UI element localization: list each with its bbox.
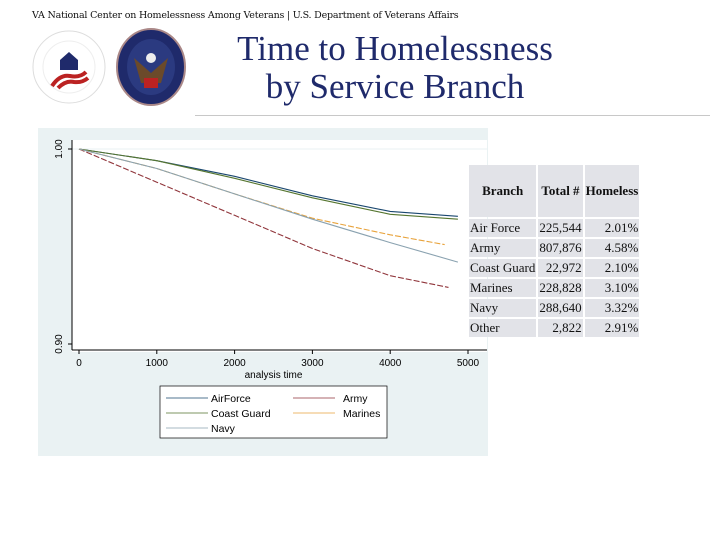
branch-cell: Navy	[469, 299, 536, 317]
homeless-cell: 3.32%	[585, 299, 640, 317]
total-cell: 2,822	[538, 319, 582, 337]
x-tick-label: 5000	[456, 358, 480, 369]
total-cell: 228,828	[539, 280, 582, 295]
total-cell: 22,972	[538, 259, 582, 277]
legend-label: Navy	[211, 423, 235, 435]
y-tick-label: 1.00	[54, 139, 65, 159]
branch-cell: Air Force	[469, 219, 536, 237]
legend-label: Marines	[343, 408, 381, 420]
branch-cell: Coast Guard	[470, 260, 536, 275]
branch-cell: Army	[469, 239, 536, 257]
homelessness-center-logo	[30, 28, 108, 106]
table-row	[469, 219, 639, 237]
title-line-2: by Service Branch	[265, 67, 525, 106]
table-row	[469, 279, 639, 297]
branch-table	[467, 163, 641, 339]
page-title	[195, 30, 595, 106]
y-tick-label: 0.90	[54, 334, 65, 354]
total-cell: 807,876	[539, 240, 582, 255]
total-cell: 288,640	[539, 300, 582, 315]
total-cell: 225,544	[539, 220, 582, 235]
homeless-cell: 2.10%	[585, 259, 640, 277]
x-tick-label: 0	[76, 358, 82, 369]
divider	[195, 115, 710, 116]
table-row	[469, 319, 639, 337]
x-tick-label: 4000	[379, 358, 402, 369]
legend-label: Army	[343, 393, 368, 405]
va-seal-logo	[116, 28, 186, 106]
table-row	[469, 239, 639, 257]
table-row	[469, 259, 639, 277]
homeless-cell: 4.58%	[585, 239, 640, 257]
plot-area	[72, 140, 487, 352]
title-line-1: Time to Homelessness	[237, 29, 553, 68]
homeless-cell: 2.91%	[585, 319, 640, 337]
col-homeless: Homeless	[585, 165, 640, 217]
legend-label: AirForce	[211, 393, 251, 405]
x-tick-label: 2000	[223, 358, 246, 369]
x-axis-label: analysis time	[244, 370, 303, 381]
branch-cell: Marines	[469, 279, 536, 297]
x-tick-label: 1000	[145, 358, 168, 369]
header-text: VA National Center on Homelessness Among Veterans | U.S. Department of Veterans Affairs	[32, 10, 459, 21]
homeless-cell: 2.01%	[585, 219, 640, 237]
survival-chart	[38, 128, 488, 456]
branch-cell: Other	[469, 319, 536, 337]
x-tick-label: 3000	[301, 358, 324, 369]
col-total: Total #	[538, 165, 582, 217]
homeless-cell: 3.10%	[585, 279, 640, 297]
table-row	[469, 299, 639, 317]
legend-label: Coast Guard	[211, 408, 271, 420]
col-branch: Branch	[469, 165, 536, 217]
